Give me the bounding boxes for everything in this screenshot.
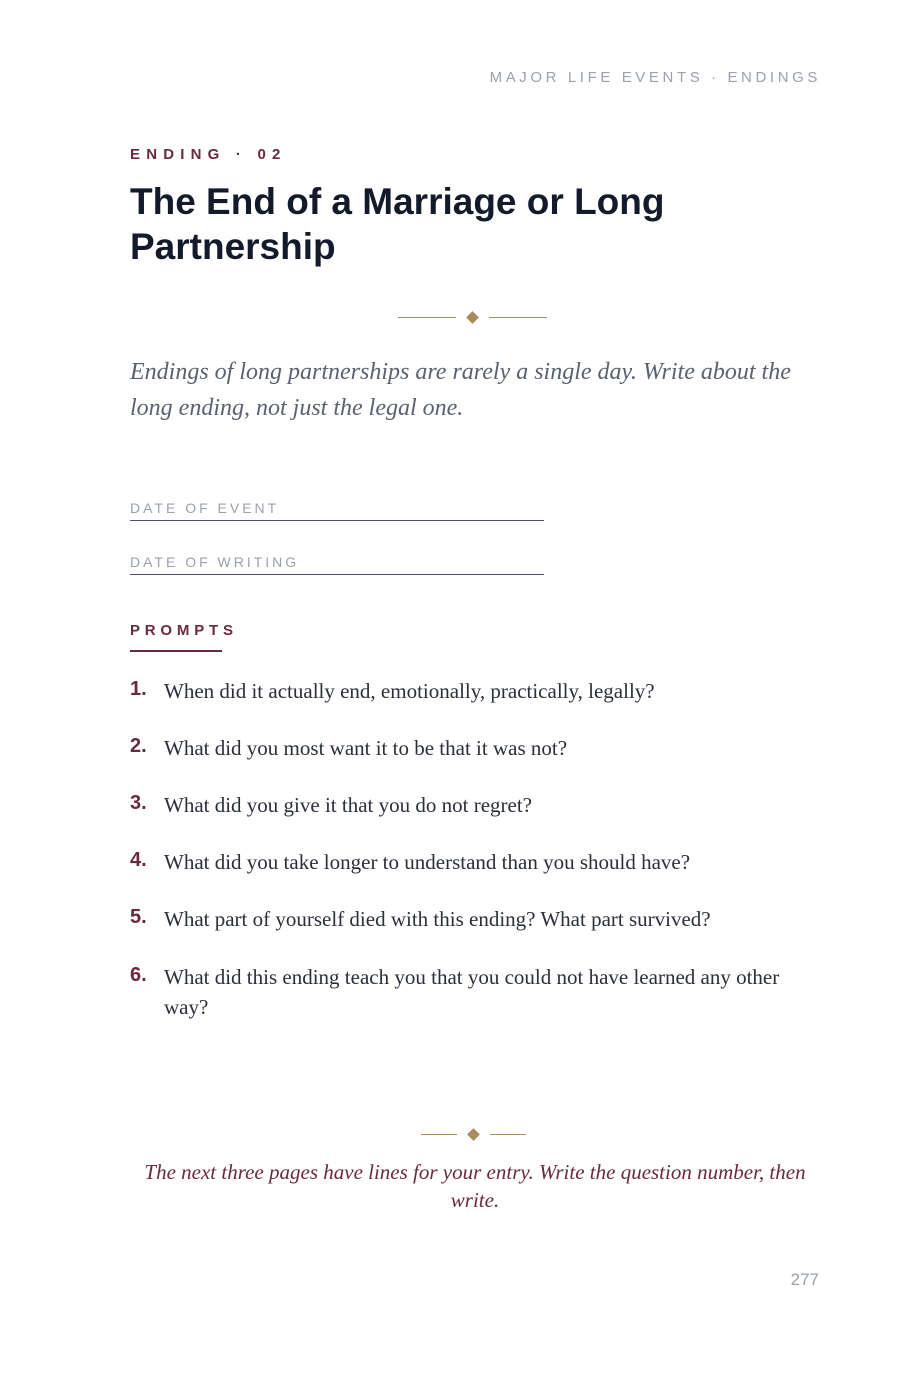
date-of-event-field[interactable] — [130, 500, 544, 521]
prompt-number: 5. — [130, 906, 147, 928]
page-number: 277 — [790, 1270, 819, 1289]
prompt-text: When did it actually end, emotionally, practically, legally? — [164, 679, 655, 703]
prompt-text: What did you most want it to be that it was not? — [164, 736, 568, 760]
diamond-icon — [467, 1128, 480, 1141]
prompt-text: What did you take longer to understand than you should have? — [164, 850, 691, 874]
prompt-number: 6. — [130, 964, 147, 986]
intro-lede: Endings of long partnerships are rarely a single day. Write about the long ending, not just the legal one. — [130, 359, 791, 421]
ornament-rule — [489, 317, 547, 318]
prompt-number: 4. — [130, 849, 147, 871]
prompt-text: What did you give it that you do not regret? — [164, 793, 532, 817]
prompt-number: 2. — [130, 735, 147, 757]
prompt-number: 1. — [130, 678, 147, 700]
ornament-rule — [421, 1134, 457, 1135]
page-title: The End of a Marriage or Long Partnership — [130, 181, 665, 267]
diamond-icon — [466, 311, 479, 324]
ornament-rule — [398, 317, 456, 318]
running-head: MAJOR LIFE EVENTS · ENDINGS — [489, 69, 821, 86]
prompt-text: What did this ending teach you that you could not have learned any other way? — [164, 965, 780, 1019]
ornament-rule — [490, 1134, 526, 1135]
prompts-heading: PROMPTS — [130, 622, 238, 639]
ornament-divider-bottom — [421, 1130, 526, 1139]
prompt-text: What part of yourself died with this ending? What part survived? — [164, 907, 711, 931]
date-of-writing-field[interactable] — [130, 554, 544, 575]
ornament-divider-top — [398, 313, 547, 322]
date-of-event-label: DATE OF EVENT — [130, 500, 280, 516]
prompts-heading-rule — [130, 650, 222, 652]
footer-note: The next three pages have lines for your entry. Write the question number, then write. — [144, 1160, 806, 1212]
prompt-number: 3. — [130, 792, 147, 814]
section-eyebrow: ENDING · 02 — [130, 146, 287, 163]
date-of-writing-label: DATE OF WRITING — [130, 554, 300, 570]
